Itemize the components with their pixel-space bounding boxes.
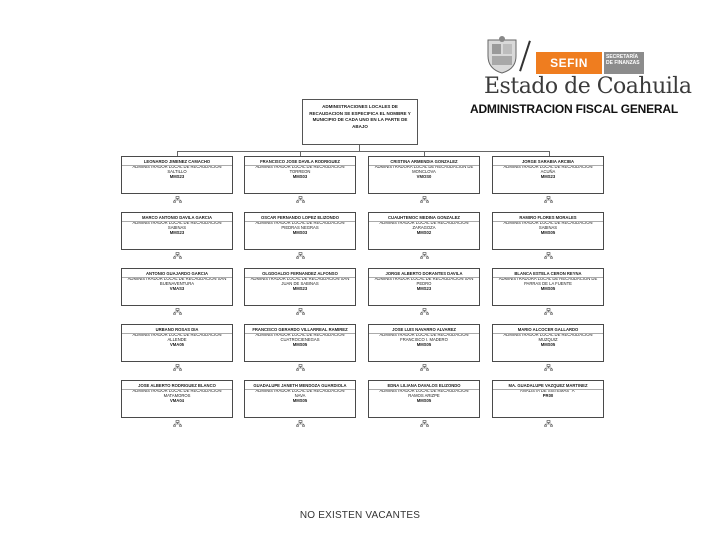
org-card [244, 156, 356, 194]
sefin-logo: SEFIN [536, 52, 602, 74]
org-card [492, 324, 604, 362]
org-chart-icon [296, 196, 305, 203]
org-card [368, 324, 480, 362]
card-location: SABINAS [538, 225, 558, 230]
card-code: MMS23 [169, 230, 185, 235]
card-name: LEONARDO JIMENEZ CAMACHO [143, 159, 211, 164]
card-name: URBANO ROSAS DIA [155, 327, 199, 332]
card-role: ADMINISTRADOR LOCAL DE RECAUDACION [503, 332, 593, 337]
card-role: ADMINISTRADOR LOCAL DE RECAUDACION [379, 220, 469, 225]
org-chart-icon [173, 420, 182, 427]
card-code: MMS23 [416, 286, 432, 291]
card-code: VMAS3 [169, 286, 185, 291]
card-name: GUADALUPE JANETH MENDOZA GUARDIOLA [253, 383, 347, 388]
card-location: TORREON [289, 169, 311, 174]
card-location: ALLENDE [167, 337, 187, 342]
branch-connector [177, 151, 550, 152]
card-location: RAMOS ARIZPE [408, 393, 440, 398]
org-card [244, 212, 356, 250]
card-name: OSCAR FERNANDO LOPEZ ELIZONDO [261, 215, 339, 220]
org-card [492, 380, 604, 418]
org-card [121, 380, 233, 418]
card-code: MMS03 [292, 174, 308, 179]
org-chart-icon [544, 196, 553, 203]
card-code: MMS05 [540, 342, 556, 347]
card-role: ADMINISTRADOR LOCAL DE RECAUDACION [132, 220, 222, 225]
org-chart-icon [296, 252, 305, 259]
card-name: JOSE ALBERTO RODRIGUEZ BLANCO [138, 383, 216, 388]
card-role: ADMINISTRADOR LOCAL DE RECAUDACION SAN [374, 276, 474, 281]
org-chart-icon [544, 252, 553, 259]
card-location: MATAMOROS [163, 393, 191, 398]
card-role: ADMINISTRADORA LOCAL DE RECAUDACION DE [498, 276, 598, 281]
card-name: CUAUHTEMOC MEDINA GONZALEZ [388, 215, 460, 220]
card-code: MMS05 [540, 286, 556, 291]
card-location: MONCLOVA [412, 169, 436, 174]
card-role: ADMINISTRADOR LOCAL DE RECAUDACION [503, 164, 593, 169]
card-location: MUZQUIZ [538, 337, 558, 342]
card-code: MMS02 [416, 230, 432, 235]
card-name: JORGE ALBERTO DORANTES DAVILA [385, 271, 463, 276]
card-name: JOSE LUIS NAVARRO ALVAREZ [392, 327, 456, 332]
org-card [492, 212, 604, 250]
card-role: ANALISTA DE SISTEMAS "A" [520, 388, 576, 393]
card-name: RAMIRO FLORES MORALES [519, 215, 577, 220]
org-chart-icon [173, 364, 182, 371]
org-card [492, 156, 604, 194]
coat-of-arms-icon [484, 36, 520, 74]
card-role: ADMINISTRADOR LOCAL DE RECAUDACION [132, 164, 222, 169]
card-code: MMS05 [416, 342, 432, 347]
card-code: MMS05 [540, 230, 556, 235]
org-chart-icon [296, 420, 305, 427]
org-card [121, 156, 233, 194]
org-card [121, 324, 233, 362]
card-name: JORGE SARABIA ARCIBA [521, 159, 575, 164]
org-card [368, 380, 480, 418]
org-card [368, 156, 480, 194]
card-code: VMA05 [170, 342, 184, 347]
org-chart-icon [544, 308, 553, 315]
card-role: ADMINISTRADOR LOCAL DE RECAUDACION [379, 332, 469, 337]
card-location: PARRAS DE LA FUENTE [524, 281, 572, 286]
card-name: MA. GUADALUPE VAZQUEZ MARTINEZ [508, 383, 588, 388]
org-chart-icon [544, 364, 553, 371]
org-card [244, 324, 356, 362]
card-name: FRANCISCO GERARDO VILLARREAL RAMIREZ [252, 327, 348, 332]
org-chart-icon [420, 364, 429, 371]
card-location: BUENAVENTURA [159, 281, 195, 286]
card-role: ADMINISTRADOR LOCAL DE RECAUDACION SAN [127, 276, 227, 281]
card-name: MARCO ANTONIO DAVILA GARCIA [141, 215, 213, 220]
org-card [244, 268, 356, 306]
org-root-title: ADMINISTRACIONES LOCALES DE RECAUDACION SE ESPECIFICA EL NOMBRE Y MUNICIPIO DE CADA UNO EN LA PARTE DE ABAJO [309, 104, 411, 129]
card-code: MMS23 [540, 174, 556, 179]
org-chart-icon [173, 252, 182, 259]
card-name: EDNA LILIANA DAVALOS ELIZONDO [387, 383, 461, 388]
card-name: MARIO ALCOCER GALLARDO [517, 327, 579, 332]
org-card [492, 268, 604, 306]
org-chart-icon [173, 308, 182, 315]
org-card [368, 212, 480, 250]
org-chart-icon [420, 308, 429, 315]
org-chart-icon [420, 196, 429, 203]
org-card [244, 380, 356, 418]
org-chart-icon [420, 420, 429, 427]
card-code: MMS03 [292, 230, 308, 235]
card-location: JUAN DE SABINAS [281, 281, 319, 286]
card-location: NAVA [294, 393, 306, 398]
card-role: ADMINISTRADOR LOCAL DE RECAUDACION [255, 332, 345, 337]
org-chart-icon [544, 420, 553, 427]
card-name: BLANCA ESTELA CERON REYNA [514, 271, 582, 276]
card-code: PR00 [542, 393, 554, 398]
sefin-subtitle: SECRETARÍA DE FINANZAS [604, 52, 644, 74]
card-role: ADMINISTRADOR LOCAL DE RECAUDACION [255, 388, 345, 393]
org-chart-icon [296, 308, 305, 315]
org-chart-icon [420, 252, 429, 259]
card-name: CRISTINA ARMENDIA GONZALEZ [390, 159, 458, 164]
card-role: ADMINISTRADORA LOCAL DE RECAUDACION DE [374, 164, 474, 169]
org-chart-icon [173, 196, 182, 203]
card-location: PIEDRAS NEGRAS [281, 225, 319, 230]
org-card [121, 268, 233, 306]
card-role: ADMINISTRADOR LOCAL DE RECAUDACION SAN [250, 276, 350, 281]
card-role: ADMINISTRADOR LOCAL DE RECAUDACION [255, 164, 345, 169]
card-location: SABINAS [167, 225, 187, 230]
card-code: MMS05 [292, 342, 308, 347]
card-name: OLGDOALDO FERNANDEZ ALFONSO [262, 271, 338, 276]
org-root-box [302, 99, 418, 145]
card-code: VMA04 [170, 398, 184, 403]
card-name: FRANCISCO JOSE DAVILA RODRIGUEZ [260, 159, 340, 164]
vacancies-note: NO EXISTEN VACANTES [299, 510, 421, 521]
card-location: SALTILLO [167, 169, 187, 174]
state-name: Estado de Coahuila [484, 74, 692, 99]
card-role: ADMINISTRADOR LOCAL DE RECAUDACION [132, 332, 222, 337]
org-chart-icon [296, 364, 305, 371]
card-role: ADMINISTRADOR LOCAL DE RECAUDACION [132, 388, 222, 393]
card-location: CUATROCIENEGAS [280, 337, 320, 342]
org-card [368, 268, 480, 306]
card-location: PEDRO [416, 281, 432, 286]
org-card [121, 212, 233, 250]
card-location: FRANCISCO I. MADERO [400, 337, 448, 342]
card-code: MMS23 [169, 174, 185, 179]
agency-title: ADMINISTRACION FISCAL GENERAL [470, 102, 678, 116]
card-role: ADMINISTRADOR LOCAL DE RECAUDACION [379, 388, 469, 393]
card-name: ANTONIO GUAJARDO GARCIA [145, 271, 209, 276]
card-code: MMS05 [292, 398, 308, 403]
header [470, 34, 692, 118]
card-location: ZARAGOZA [412, 225, 436, 230]
card-code: VMOS0 [416, 174, 432, 179]
card-location: ACUÑA [540, 169, 556, 174]
separator-slash [519, 40, 531, 71]
card-code: MMS23 [292, 286, 308, 291]
card-role: ADMINISTRADOR LOCAL DE RECAUDACION [503, 220, 593, 225]
card-code: MMS05 [416, 398, 432, 403]
card-role: ADMINISTRADOR LOCAL DE RECAUDACION [255, 220, 345, 225]
